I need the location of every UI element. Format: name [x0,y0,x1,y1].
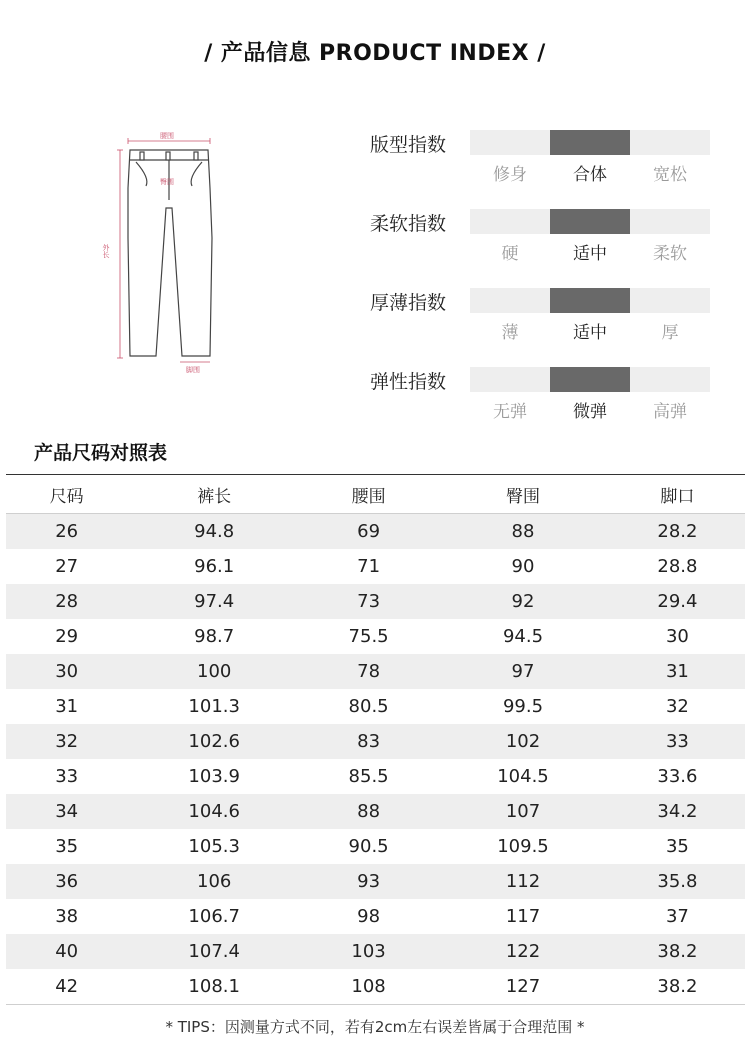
table-header: 裤长 [127,475,301,514]
table-row [6,619,745,654]
index-segment-active [550,209,630,234]
index-fit [365,128,725,207]
table-cell: 71 [357,556,381,577]
index-option: 厚 [661,323,679,343]
table-cell: 40 [6,934,127,969]
table-cell: 102 [436,724,610,759]
table-cell: 93 [301,864,436,899]
table-cell: 122 [436,934,610,969]
table-cell: 99.5 [502,696,544,717]
table-cell: 31 [610,654,745,689]
table-cell: 90 [511,556,535,577]
index-option: 硬 [501,244,519,264]
table-cell: 29.4 [610,584,745,619]
index-segment [630,367,710,392]
table-cell: 32 [665,696,689,717]
size-table-body [6,514,745,1005]
index-elasticity [365,365,725,444]
index-option-selected: 适中 [573,244,607,264]
index-option: 宽松 [653,165,687,185]
tips-note: * TIPS：因测量方式不同，若有2cm左右误差皆属于合理范围 * [165,1018,585,1036]
table-cell: 96.1 [194,556,235,577]
table-row [6,724,745,759]
index-bar [470,209,710,234]
table-header: 臀围 [436,475,610,514]
table-cell: 117 [505,906,541,927]
table-cell: 98 [357,906,381,927]
table-cell: 97.4 [127,584,301,619]
table-cell: 101.3 [188,696,240,717]
index-segment-active [550,367,630,392]
table-cell: 34.2 [610,794,745,829]
table-row [6,514,745,550]
size-table [6,474,745,1005]
table-cell: 29 [55,626,79,647]
table-row [6,689,745,724]
table-row [6,794,745,829]
table-row [6,759,745,794]
table-cell: 28 [6,584,127,619]
table-cell: 31 [55,696,79,717]
index-label: 厚薄指数 [370,292,447,314]
table-cell: 112 [436,864,610,899]
table-cell: 33 [55,766,79,787]
index-segment [470,209,550,234]
table-row [6,549,745,584]
table-cell: 88 [301,794,436,829]
product-indices [365,128,725,444]
index-segment-active [550,130,630,155]
table-cell: 107 [436,794,610,829]
table-cell: 102.6 [127,724,301,759]
table-cell: 69 [301,514,436,550]
table-cell: 94.5 [502,626,544,647]
index-option: 薄 [501,323,519,343]
table-row [6,969,745,1005]
table-cell: 78 [301,654,436,689]
table-cell: 83 [301,724,436,759]
diagram-label-hip: 臀围 [160,178,174,186]
table-cell: 104.5 [497,766,549,787]
index-thickness [365,286,725,365]
diagram-label-hem: 脚围 [186,366,200,374]
index-segment [470,130,550,155]
table-cell: 109.5 [497,836,549,857]
table-row [6,584,745,619]
diagram-label-length: 外长 [102,244,110,258]
table-header-row [6,475,745,514]
index-option-selected: 微弹 [573,402,607,422]
table-cell: 90.5 [348,836,389,857]
table-cell: 35 [55,836,79,857]
table-cell: 104.6 [127,794,301,829]
table-cell: 92 [436,584,610,619]
index-segment [470,288,550,313]
table-cell: 73 [301,584,436,619]
table-cell: 33 [610,724,745,759]
table-cell: 127 [436,969,610,1005]
table-cell: 30 [6,654,127,689]
index-segment [630,288,710,313]
table-row [6,934,745,969]
table-cell: 26 [6,514,127,550]
table-header: 尺码 [6,475,127,514]
index-segment [470,367,550,392]
table-cell: 106.7 [188,906,240,927]
index-bar [470,367,710,392]
table-cell: 97 [436,654,610,689]
table-cell: 30 [665,626,689,647]
table-header: 腰围 [301,475,436,514]
table-row [6,829,745,864]
table-cell: 105.3 [188,836,240,857]
table-cell: 88 [436,514,610,550]
table-cell: 35.8 [610,864,745,899]
table-cell: 28.2 [610,514,745,550]
table-cell: 85.5 [348,766,389,787]
table-cell: 28.8 [657,556,698,577]
table-row [6,864,745,899]
index-segment [630,209,710,234]
table-cell: 38 [55,906,79,927]
index-option: 修身 [493,165,527,185]
diagram-label-waist: 腰围 [160,132,174,140]
table-cell: 80.5 [348,696,389,717]
index-option: 高弹 [653,402,687,422]
table-cell: 32 [6,724,127,759]
table-cell: 38.2 [610,969,745,1005]
table-cell: 27 [55,556,79,577]
table-cell: 100 [127,654,301,689]
table-cell: 33.6 [657,766,698,787]
index-option: 柔软 [653,244,687,264]
index-option: 无弹 [493,402,527,422]
index-option-selected: 合体 [573,165,607,185]
index-bar [470,130,710,155]
index-softness [365,207,725,286]
table-cell: 42 [6,969,127,1005]
table-cell: 103.9 [188,766,240,787]
index-bar [470,288,710,313]
page-title: / 产品信息 PRODUCT INDEX / [204,41,546,66]
size-table-title: 产品尺码对照表 [34,442,168,464]
table-cell: 106 [127,864,301,899]
table-cell: 108 [301,969,436,1005]
index-segment [630,130,710,155]
index-option-selected: 适中 [573,323,607,343]
table-cell: 35 [665,836,689,857]
table-cell: 75.5 [348,626,389,647]
table-cell: 36 [6,864,127,899]
table-row [6,899,745,934]
table-row [6,654,745,689]
table-cell: 38.2 [610,934,745,969]
index-label: 版型指数 [370,134,447,156]
index-segment-active [550,288,630,313]
table-cell: 94.8 [127,514,301,550]
table-cell: 107.4 [127,934,301,969]
table-header: 脚口 [610,475,745,514]
index-label: 弹性指数 [370,371,447,393]
table-cell: 98.7 [194,626,235,647]
table-cell: 103 [301,934,436,969]
index-label: 柔软指数 [370,213,447,235]
table-cell: 37 [665,906,689,927]
pants-measurement-diagram [100,128,230,378]
table-cell: 108.1 [127,969,301,1005]
table-cell: 34 [6,794,127,829]
